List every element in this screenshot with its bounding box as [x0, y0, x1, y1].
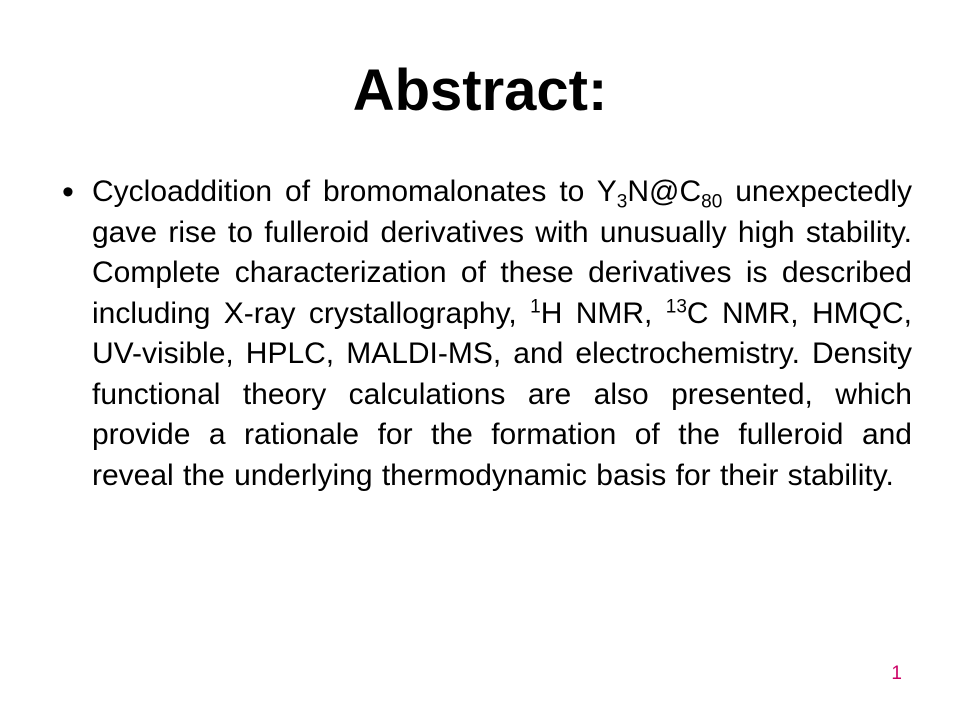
slide-title: Abstract: [352, 58, 608, 123]
superscript-13: 13 [665, 296, 687, 318]
abstract-text-part-3: unexpectedly gave rise to fulleroid derivatives with unusually high stability. Complete characterization of these derivatives is described including X-ray crystallography, [92, 175, 912, 330]
abstract-text-part-5: C NMR, HMQC, UV-visible, HPLC, MALDI-MS, and electrochemistry. Density functional theory calculations are also presented, which provide a rationale for the formation of the fulleroid and reveal the underlying thermodynamic basis for their stability. [92, 296, 912, 492]
superscript-1: 1 [530, 296, 541, 318]
page-number: 1 [891, 663, 902, 684]
bullet-marker: • [62, 173, 74, 211]
abstract-text-part-4: H NMR, [540, 296, 666, 330]
abstract-text [92, 172, 912, 496]
bullet-item [62, 172, 912, 496]
abstract-text-part-1: Cycloaddition of bromomalonates to Y [92, 175, 617, 208]
subscript-80: 80 [701, 191, 723, 213]
subscript-3: 3 [616, 191, 628, 213]
abstract-text-part-2: N@C [627, 175, 702, 208]
